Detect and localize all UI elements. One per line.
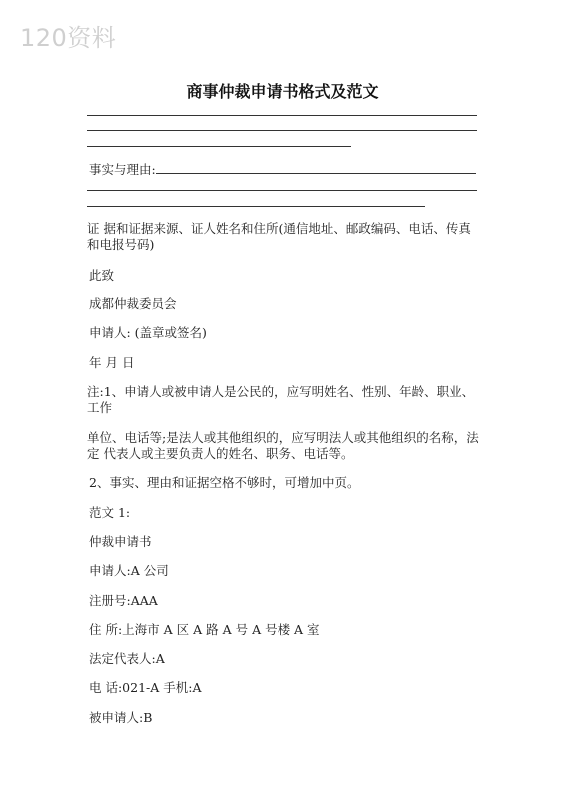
sample-registration: 注册号:AAA bbox=[89, 593, 158, 608]
note-2: 2、事实、理由和证据空格不够时，可增加中页。 bbox=[89, 475, 360, 490]
blank-line-5 bbox=[87, 206, 425, 207]
watermark: 120资料 bbox=[20, 24, 117, 52]
applicant-signature: 申请人: (盖章或签名) bbox=[89, 325, 207, 340]
facts-line bbox=[89, 162, 476, 178]
blank-line-1 bbox=[87, 115, 477, 116]
sample-respondent: 被申请人:B bbox=[89, 710, 153, 725]
sample-legal-rep: 法定代表人:A bbox=[89, 651, 165, 666]
evidence-paragraph: 证 据和证据来源、证人姓名和住所(通信地址、邮政编码、电话、传真和电报号码) bbox=[87, 221, 471, 252]
blank-line-3 bbox=[87, 146, 351, 147]
blank-line-2 bbox=[87, 130, 477, 131]
sample-title: 仲裁申请书 bbox=[89, 534, 152, 549]
recipient-text: 成都仲裁委员会 bbox=[89, 296, 177, 311]
closing-text: 此致 bbox=[89, 268, 115, 283]
note-1-continued: 单位、电话等;是法人或其他组织的，应写明法人或其他组织的名称，法定 代表人或主要负责人的姓名、职务、电话等。 bbox=[87, 430, 479, 461]
note-1: 注:1、申请人或被申请人是公民的，应写明姓名、性别、年龄、职业、工作 bbox=[87, 384, 475, 415]
facts-blank bbox=[156, 172, 476, 174]
sample-address: 住 所:上海市 A 区 A 路 A 号 A 号楼 A 室 bbox=[89, 622, 320, 637]
sample-label: 范文 1: bbox=[89, 505, 131, 520]
sample-applicant: 申请人:A 公司 bbox=[89, 563, 169, 578]
facts-label: 事实与理由: bbox=[89, 162, 156, 177]
date-line: 年 月 日 bbox=[89, 355, 135, 370]
page-title: 商事仲裁申请书格式及范文 bbox=[186, 82, 379, 101]
blank-line-4 bbox=[87, 190, 477, 191]
sample-phone: 电 话:021-A 手机:A bbox=[89, 680, 202, 695]
